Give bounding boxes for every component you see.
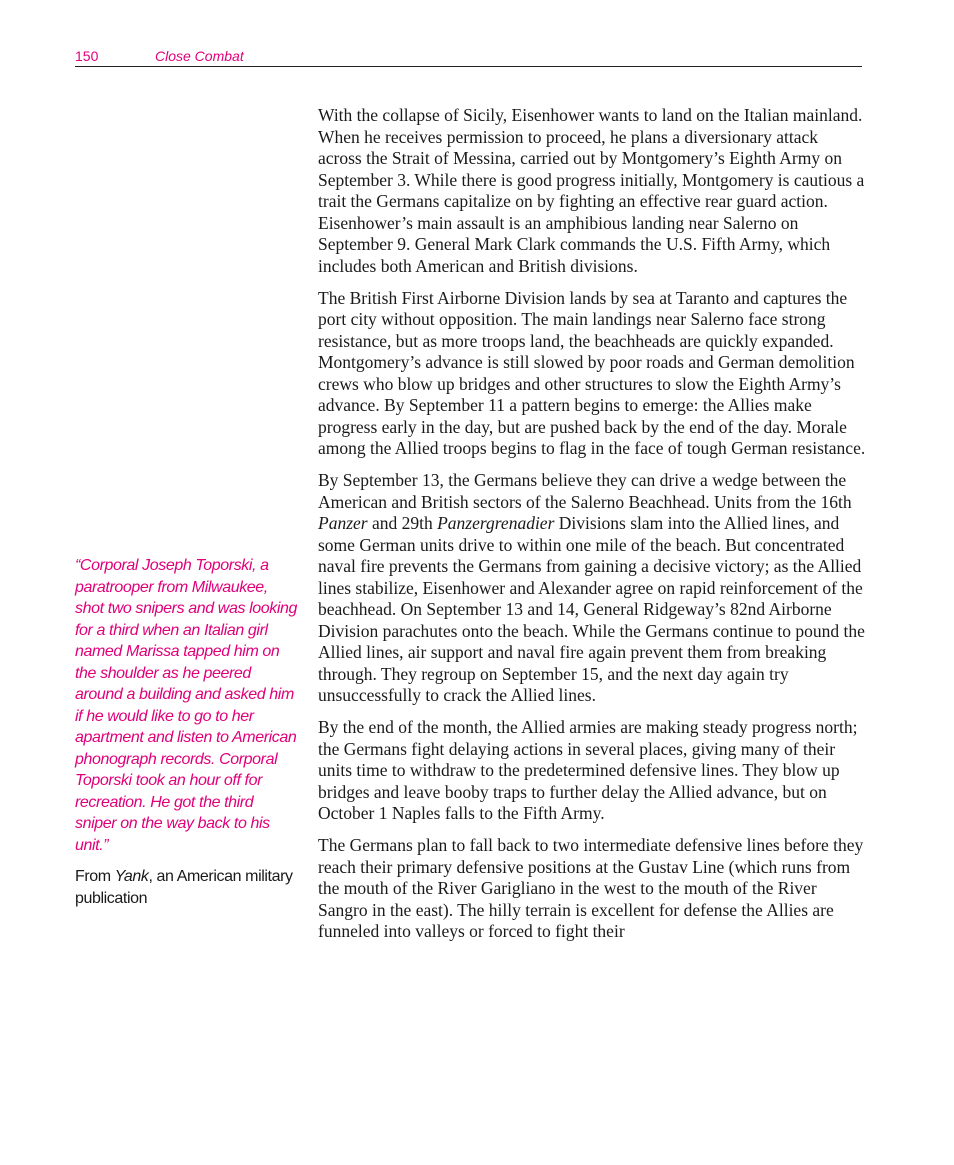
paragraph-3-part-e: Divisions slam into the Allied lines, and some German units drive to within one mile of the beach. But concentrated naval fire prevents the Germans from gaining a decisive victory; as the Allied lines stabilize, Eisenhower and Alexander agree on rapid reinforcement of the beachhead. On September 13 and 14, General Ridgeway’s 82nd Airborne Division parachutes onto the beach. While the Germans continue to pound the Allied lines, air support and naval fire again prevent them from breaking through. They regroup on September 15, and the next day again try unsuccessfully to crack the Allied lines. (318, 513, 865, 705)
quote-attribution (75, 866, 297, 909)
main-text-column (318, 105, 866, 953)
panzergrenadier-italic: Panzergrenadier (437, 513, 555, 533)
body-paragraph-1: With the collapse of Sicily, Eisenhower wants to land on the Italian mainland. When he receives permission to proceed, he plans a diversionary attack across the Strait of Messina, carried out by Montgomery’s Eighth Army on September 3. While there is good progress initially, Montgomery is cautious a trait the Germans capitalize on by fighting an effective rear guard action. Eisenhower’s main assault is an amphibious landing near Salerno on September 9. General Mark Clark commands the U.S. Fifth Army, which includes both American and British divisions. (318, 105, 865, 276)
page-number: 150 (75, 48, 99, 64)
sidebar-pull-quote (75, 555, 297, 909)
body-paragraph-2: The British First Airborne Division lands by sea at Taranto and captures the port city without opposition. The main landings near Salerno face strong resistance, but as more troops land, the beachheads are quickly expanded. Montgomery’s advance is still slowed by poor roads and German demolition crews who blow up bridges and other structures to slow the Eighth Army’s advance. By September 11 a pattern begins to emerge: the Allies make progress early in the day, but are pushed back by the end of the day. Morale among the Allied troops begins to flag in the face of tough German resistance. (318, 287, 866, 458)
running-title: Close Combat (155, 48, 244, 64)
attribution-publication: Yank (114, 868, 149, 885)
paragraph-3-part-c: and 29th (367, 513, 438, 533)
attribution-suffix: , an American military publication (75, 868, 293, 907)
body-paragraph-4: By the end of the month, the Allied armies are making steady progress north; the Germans fight delaying actions in several places, giving many of their units time to withdraw to the predetermined defensive lines. They blow up bridges and leave booby traps to further delay the Allied advance, but on October 1 Naples falls to the Fifth Army. (318, 717, 858, 823)
body-paragraph-5: The Germans plan to fall back to two intermediate defensive lines before they reach their primary defensive positions at the Gustav Line (which runs from the mouth of the River Garigliano in the west to the mouth of the River Sangro in the east). The hilly terrain is excellent for defense the Allies are funneled into valleys or forced to fight their (318, 835, 864, 941)
paragraph-3-part-a: By September 13, the Germans believe they can drive a wedge between the American and British sectors of the Salerno Beachhead. Units from the 16th (318, 470, 852, 512)
attribution-prefix: From (75, 868, 115, 885)
body-paragraph-3 (318, 470, 866, 707)
running-header (75, 47, 862, 67)
pull-quote-text: “Corporal Joseph Toporski, a paratrooper from Milwaukee, shot two snipers and was looking for a third when an Italian girl named Marissa tapped him on the shoulder as he peered around a building and asked him if he would like to go to her apartment and listen to American phonograph records. Corporal Toporski took an hour off for recreation. He got the third sniper on the way back to his unit.” (75, 557, 297, 854)
panzer-italic: Panzer (318, 513, 368, 533)
